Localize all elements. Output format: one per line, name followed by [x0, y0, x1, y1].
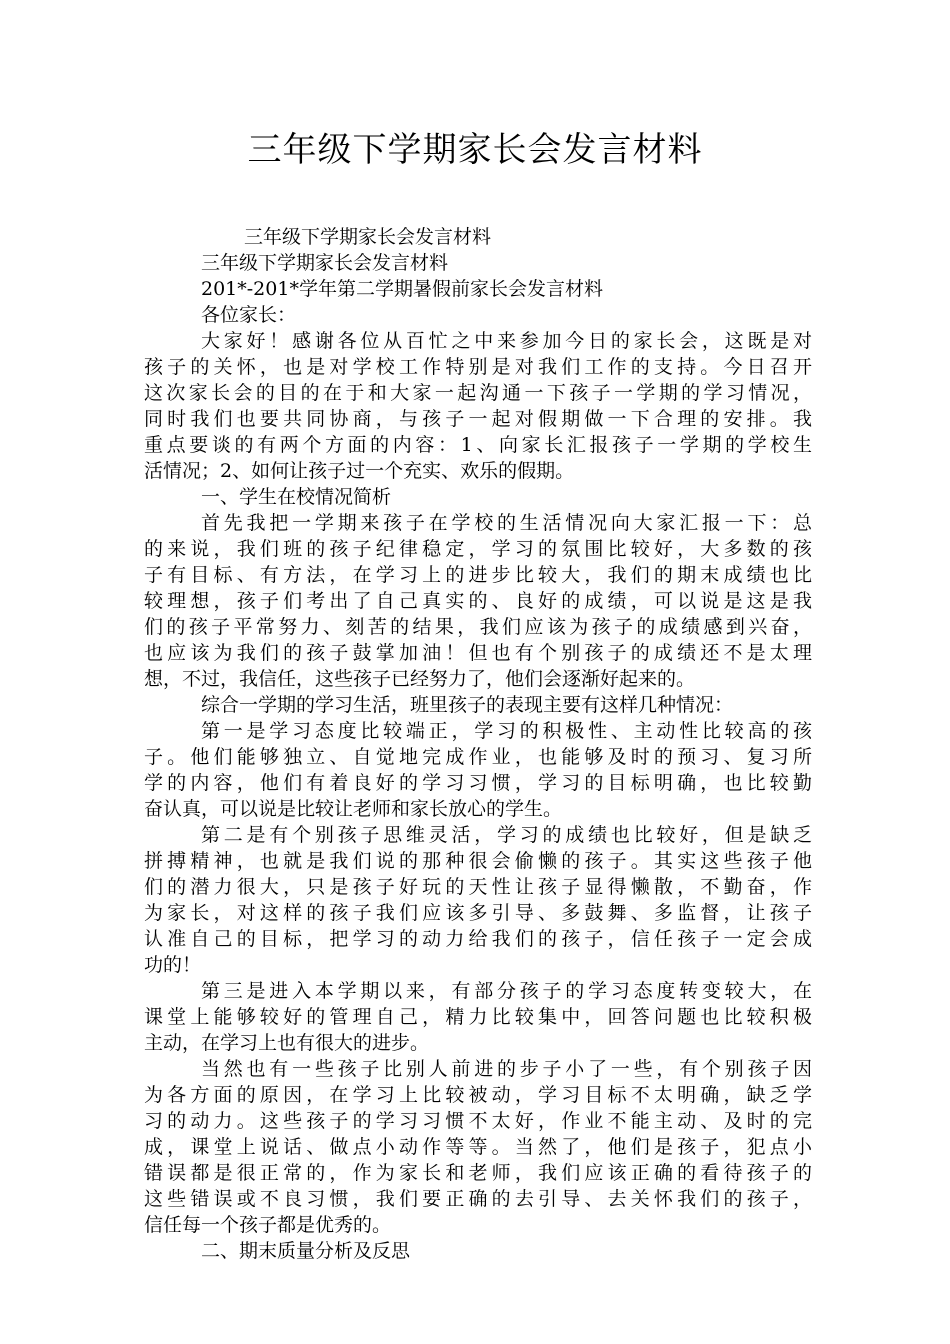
body-line: 活情况；2、如何让孩子过一个充实、欢乐的假期。 [144, 460, 575, 482]
body-line: 功的！ [144, 954, 202, 976]
body-line: 孩子的关怀，也是对学校工作特别是对我们工作的支持。今日召开 [144, 356, 812, 378]
body-line: 奋认真，可以说是比较让老师和家长放心的学生。 [144, 798, 563, 820]
body-line: 第一是学习态度比较端正，学习的积极性、主动性比较高的孩 [201, 720, 812, 742]
document-body [144, 224, 812, 1264]
body-line: 较理想，孩子们考出了自己真实的、良好的成绩，可以说是这是我 [144, 590, 812, 612]
body-line: 们的潜力很大，只是孩子好玩的天性让孩子显得懒散，不勤奋，作 [144, 876, 812, 898]
body-line: 二、期末质量分析及反思 [201, 1240, 411, 1262]
body-line: 子有目标、有方法，在学习上的进步比较大，我们的期末成绩也比 [144, 564, 812, 586]
body-line: 一、学生在校情况简析 [201, 486, 392, 508]
body-line: 三年级下学期家长会发言材料 [244, 226, 492, 248]
body-line: 子。他们能够独立、自觉地完成作业，也能够及时的预习、复习所 [144, 746, 812, 768]
body-line: 201*-201*学年第二学期暑假前家长会发言材料 [201, 278, 603, 300]
body-line: 主动，在学习上也有很大的进步。 [144, 1032, 430, 1054]
body-line: 课堂上能够较好的管理自己，精力比较集中，回答问题也比较积极 [144, 1006, 812, 1028]
body-line: 三年级下学期家长会发言材料 [201, 252, 449, 274]
document-title: 三年级下学期家长会发言材料 [247, 130, 703, 170]
body-line: 同时我们也要共同协商，与孩子一起对假期做一下合理的安排。我 [144, 408, 812, 430]
body-line: 也应该为我们的孩子鼓掌加油！但也有个别孩子的成绩还不是太理 [144, 642, 812, 664]
body-line: 第三是进入本学期以来，有部分孩子的学习态度转变较大，在 [201, 980, 812, 1002]
body-line: 信任每一个孩子都是优秀的。 [144, 1214, 392, 1236]
body-line: 首先我把一学期来孩子在学校的生活情况向大家汇报一下：总 [201, 512, 812, 534]
body-line: 各位家长： [201, 304, 297, 326]
body-line: 综合一学期的学习生活，班里孩子的表现主要有这样几种情况： [201, 694, 734, 716]
body-line: 学的内容，他们有着良好的学习习惯，学习的目标明确，也比较勤 [144, 772, 812, 794]
body-line: 错误都是很正常的，作为家长和老师，我们应该正确的看待孩子的 [144, 1162, 812, 1184]
body-line: 们的孩子平常努力、刻苦的结果，我们应该为孩子的成绩感到兴奋， [144, 616, 812, 638]
body-line: 当然也有一些孩子比别人前进的步子小了一些，有个别孩子因 [201, 1058, 812, 1080]
body-line: 想，不过，我信任，这些孩子已经努力了，他们会逐渐好起来的。 [144, 668, 696, 690]
body-line: 认准自己的目标，把学习的动力给我们的孩子，信任孩子一定会成 [144, 928, 812, 950]
body-line: 成，课堂上说话、做点小动作等等。当然了，他们是孩子，犯点小 [144, 1136, 812, 1158]
body-line: 拼搏精神，也就是我们说的那种很会偷懒的孩子。其实这些孩子他 [144, 850, 812, 872]
body-line: 第二是有个别孩子思维灵活，学习的成绩也比较好，但是缺乏 [201, 824, 812, 846]
body-line: 重点要谈的有两个方面的内容：1、向家长汇报孩子一学期的学校生 [144, 434, 812, 456]
body-line: 为各方面的原因，在学习上比较被动，学习目标不太明确，缺乏学 [144, 1084, 812, 1106]
body-line: 这些错误或不良习惯，我们要正确的去引导、去关怀我们的孩子， [144, 1188, 812, 1210]
body-line: 大家好！感谢各位从百忙之中来参加今日的家长会，这既是对 [201, 330, 812, 352]
body-line: 的来说，我们班的孩子纪律稳定，学习的氛围比较好，大多数的孩 [144, 538, 812, 560]
body-line: 习的动力。这些孩子的学习习惯不太好，作业不能主动、及时的完 [144, 1110, 812, 1132]
body-line: 为家长，对这样的孩子我们应该多引导、多鼓舞、多监督，让孩子 [144, 902, 812, 924]
body-line: 这次家长会的目的在于和大家一起沟通一下孩子一学期的学习情况， [144, 382, 812, 404]
